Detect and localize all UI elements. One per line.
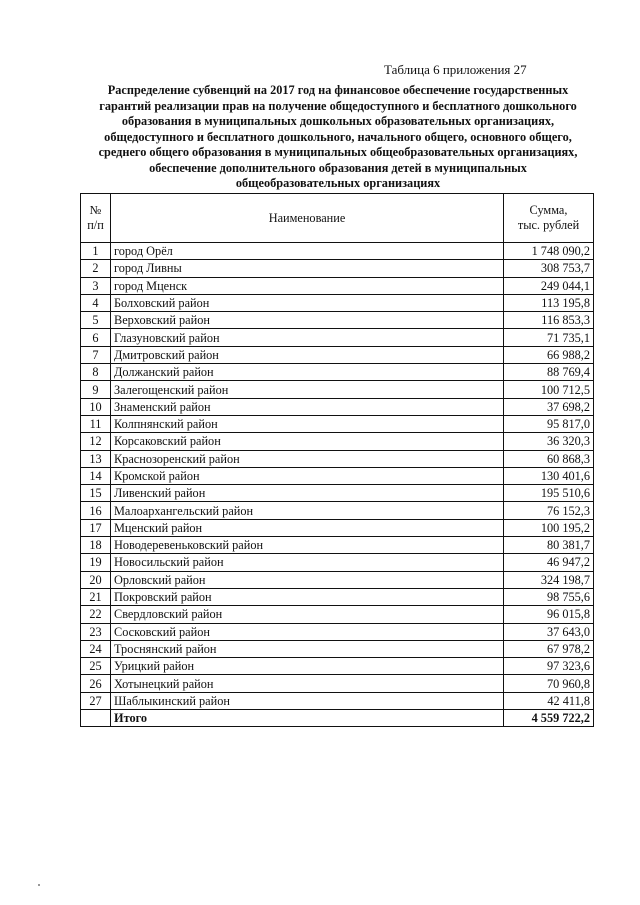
- row-name-cell: Свердловский район: [111, 606, 504, 623]
- row-number-cell: 16: [81, 502, 111, 519]
- row-name-cell: Глазуновский район: [111, 329, 504, 346]
- row-sum-cell: 100 712,5: [504, 381, 594, 398]
- table-row: [81, 381, 594, 398]
- row-number-cell: 14: [81, 467, 111, 484]
- row-name-cell: Знаменский район: [111, 398, 504, 415]
- table-row: [81, 571, 594, 588]
- table-row: [81, 623, 594, 640]
- row-sum-cell: 130 401,6: [504, 467, 594, 484]
- row-sum-cell: 60 868,3: [504, 450, 594, 467]
- row-number-cell: 4: [81, 294, 111, 311]
- row-sum-cell: 37 698,2: [504, 398, 594, 415]
- row-number-cell: 23: [81, 623, 111, 640]
- table-row: [81, 346, 594, 363]
- column-header-sum: Сумма, тыс. рублей: [504, 194, 594, 243]
- table-header-row: [81, 194, 594, 243]
- row-name-cell: Залегощенский район: [111, 381, 504, 398]
- row-number-cell: 6: [81, 329, 111, 346]
- row-sum-cell: 98 755,6: [504, 588, 594, 605]
- row-number-cell: 25: [81, 658, 111, 675]
- row-sum-cell: 96 015,8: [504, 606, 594, 623]
- table-row: [81, 294, 594, 311]
- row-number-cell: 20: [81, 571, 111, 588]
- title-line: Распределение субвенций на 2017 год на финансовое обеспечение государственных: [107, 83, 569, 97]
- row-number-cell: 5: [81, 312, 111, 329]
- row-number-cell: 3: [81, 277, 111, 294]
- title-line: образования в муниципальных дошкольных образовательных организациях,: [121, 114, 555, 128]
- table-row: [81, 588, 594, 605]
- row-sum-cell: 80 381,7: [504, 537, 594, 554]
- row-name-cell: город Орёл: [111, 243, 504, 260]
- title-line: гарантий реализации прав на получение общедоступного и бесплатного дошкольного: [99, 98, 577, 113]
- table-row: [81, 398, 594, 415]
- row-name-cell: Шаблыкинский район: [111, 692, 504, 709]
- row-sum-cell: 324 198,7: [504, 571, 594, 588]
- row-name-cell: Краснозоренский район: [111, 450, 504, 467]
- row-name-cell: Сосковский район: [111, 623, 504, 640]
- row-sum-cell: 249 044,1: [504, 277, 594, 294]
- row-name-cell: город Мценск: [111, 277, 504, 294]
- document-title: [78, 83, 598, 192]
- row-sum-cell: 67 978,2: [504, 640, 594, 657]
- row-name-cell: Колпнянский район: [111, 415, 504, 432]
- row-name-cell: Должанский район: [111, 364, 504, 381]
- row-number-cell: 21: [81, 588, 111, 605]
- row-name-cell: Мценский район: [111, 519, 504, 536]
- row-name-cell: город Ливны: [111, 260, 504, 277]
- total-number-cell: [81, 710, 111, 727]
- row-name-cell: Орловский район: [111, 571, 504, 588]
- row-name-cell: Кромской район: [111, 467, 504, 484]
- column-header-number: № п/п: [81, 194, 111, 243]
- row-number-cell: 1: [81, 243, 111, 260]
- table-body: [81, 243, 594, 727]
- row-name-cell: Покровский район: [111, 588, 504, 605]
- table-row: [81, 692, 594, 709]
- table-row: [81, 485, 594, 502]
- row-sum-cell: 100 195,2: [504, 519, 594, 536]
- row-name-cell: Дмитровский район: [111, 346, 504, 363]
- row-number-cell: 26: [81, 675, 111, 692]
- table-row: [81, 537, 594, 554]
- table-row: [81, 675, 594, 692]
- table-row: [81, 277, 594, 294]
- table-row: [81, 329, 594, 346]
- table-row: [81, 243, 594, 260]
- row-name-cell: Малоархангельский район: [111, 502, 504, 519]
- table-row: [81, 502, 594, 519]
- row-number-cell: 22: [81, 606, 111, 623]
- row-name-cell: Болховский район: [111, 294, 504, 311]
- row-sum-cell: 76 152,3: [504, 502, 594, 519]
- table-row: [81, 450, 594, 467]
- table-row: [81, 640, 594, 657]
- table-row: [81, 433, 594, 450]
- total-sum-cell: 4 559 722,2: [504, 710, 594, 727]
- table-row: [81, 519, 594, 536]
- table-caption-label: Таблица 6 приложения 27: [384, 62, 527, 77]
- row-sum-cell: 71 735,1: [504, 329, 594, 346]
- row-name-cell: Ливенский район: [111, 485, 504, 502]
- row-sum-cell: 97 323,6: [504, 658, 594, 675]
- row-sum-cell: 70 960,8: [504, 675, 594, 692]
- row-name-cell: Новодеревеньковский район: [111, 537, 504, 554]
- row-sum-cell: 88 769,4: [504, 364, 594, 381]
- title-line: общедоступного и бесплатного дошкольного, начального общего, основного общего,: [104, 129, 572, 144]
- title-line: общеобразовательных организациях: [235, 176, 441, 190]
- table-row: [81, 606, 594, 623]
- row-name-cell: Верховский район: [111, 312, 504, 329]
- table-row: [81, 467, 594, 484]
- row-number-cell: 13: [81, 450, 111, 467]
- row-number-cell: 10: [81, 398, 111, 415]
- row-sum-cell: 195 510,6: [504, 485, 594, 502]
- row-name-cell: Новосильский район: [111, 554, 504, 571]
- total-row: [81, 710, 594, 727]
- row-number-cell: 11: [81, 415, 111, 432]
- table-row: [81, 554, 594, 571]
- row-sum-cell: 42 411,8: [504, 692, 594, 709]
- row-number-cell: 7: [81, 346, 111, 363]
- table-row: [81, 658, 594, 675]
- table-row: [81, 312, 594, 329]
- row-name-cell: Корсаковский район: [111, 433, 504, 450]
- row-number-cell: 2: [81, 260, 111, 277]
- title-line: среднего общего образования в муниципальных общеобразовательных организациях,: [98, 145, 578, 159]
- row-number-cell: 8: [81, 364, 111, 381]
- row-sum-cell: 36 320,3: [504, 433, 594, 450]
- row-sum-cell: 1 748 090,2: [504, 243, 594, 260]
- row-number-cell: 24: [81, 640, 111, 657]
- row-number-cell: 15: [81, 485, 111, 502]
- row-sum-cell: 308 753,7: [504, 260, 594, 277]
- subsidy-table: [80, 193, 594, 727]
- row-number-cell: 19: [81, 554, 111, 571]
- row-name-cell: Хотынецкий район: [111, 675, 504, 692]
- row-name-cell: Троснянский район: [111, 640, 504, 657]
- title-line: обеспечение дополнительного образования детей в муниципальных: [149, 160, 527, 175]
- row-number-cell: 12: [81, 433, 111, 450]
- row-sum-cell: 37 643,0: [504, 623, 594, 640]
- row-name-cell: Урицкий район: [111, 658, 504, 675]
- row-sum-cell: 95 817,0: [504, 415, 594, 432]
- row-number-cell: 17: [81, 519, 111, 536]
- row-sum-cell: 116 853,3: [504, 312, 594, 329]
- row-number-cell: 9: [81, 381, 111, 398]
- column-header-name: Наименование: [111, 194, 504, 243]
- scan-speck: [38, 884, 40, 886]
- row-number-cell: 18: [81, 537, 111, 554]
- total-label-cell: Итого: [111, 710, 504, 727]
- row-sum-cell: 46 947,2: [504, 554, 594, 571]
- table-row: [81, 260, 594, 277]
- row-number-cell: 27: [81, 692, 111, 709]
- row-sum-cell: 113 195,8: [504, 294, 594, 311]
- table-row: [81, 364, 594, 381]
- table-row: [81, 415, 594, 432]
- row-sum-cell: 66 988,2: [504, 346, 594, 363]
